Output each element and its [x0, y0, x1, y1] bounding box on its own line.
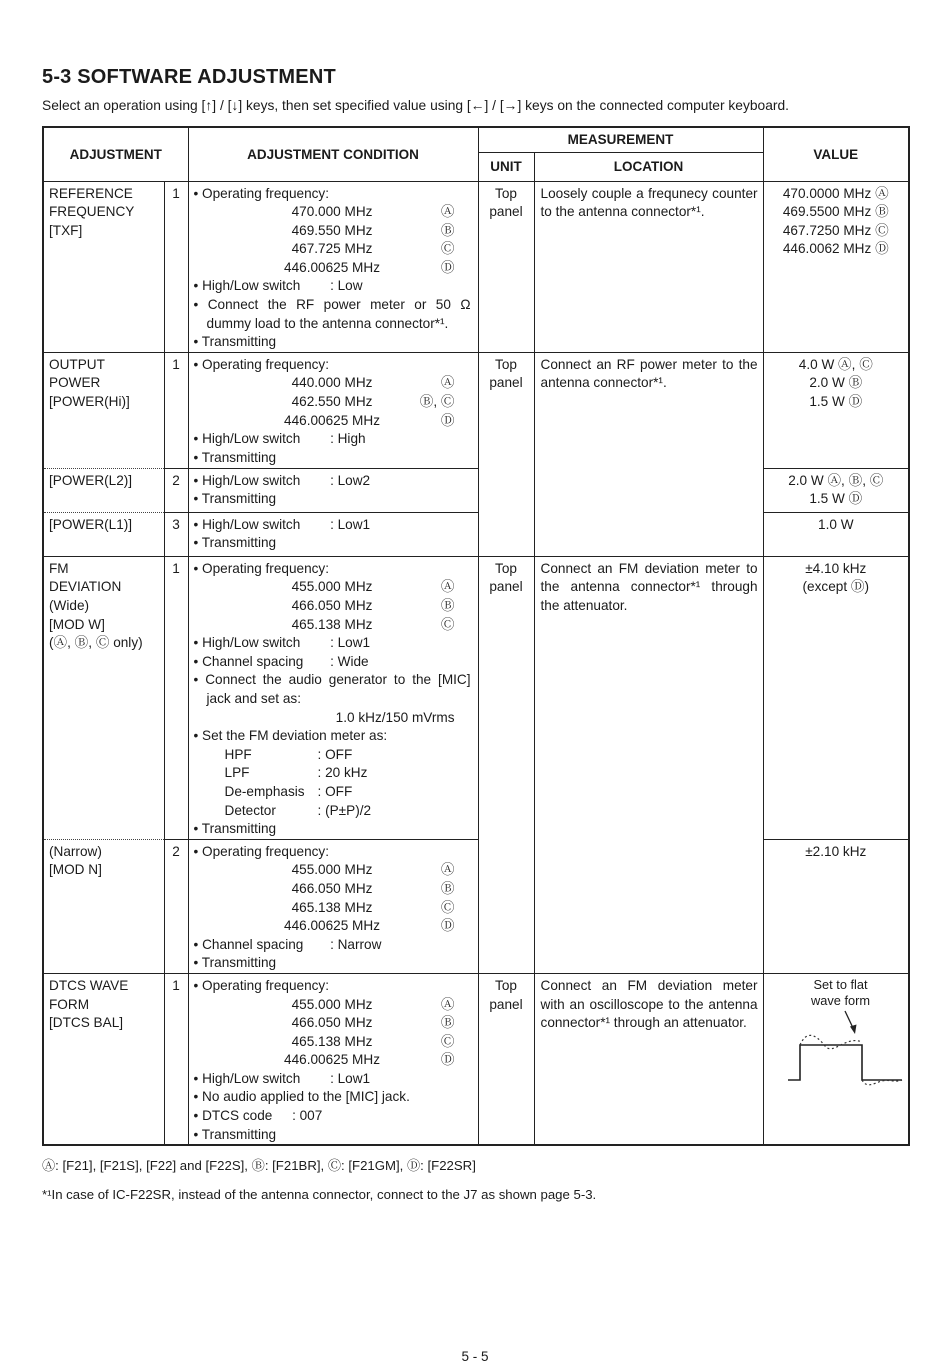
- setting-label: High/Low switch: [202, 278, 301, 294]
- adjustment-line: [MOD N]: [49, 862, 102, 878]
- unit-line: Top: [495, 560, 517, 576]
- value-line: 446.0062 MHz Ⓓ: [782, 241, 889, 257]
- page-number: 5 - 5: [461, 1349, 489, 1364]
- setting-label: DTCS code: [202, 1108, 273, 1124]
- frequency-line: [194, 393, 471, 412]
- unit-line: Top: [495, 977, 517, 993]
- adjustment-cell: [43, 352, 164, 468]
- model-tag: Ⓓ: [440, 1052, 455, 1068]
- condition-cell: [188, 512, 478, 556]
- frequency-value: 466.050 MHz: [291, 598, 373, 614]
- adjustment-cell: [43, 839, 164, 973]
- value-cell: [763, 556, 909, 839]
- frequency-line: [194, 1033, 471, 1052]
- adjustment-line: [POWER(L1)]: [49, 516, 133, 532]
- frequency-value: 446.00625 MHz: [284, 412, 380, 428]
- frequency-value: 466.050 MHz: [291, 880, 373, 896]
- condition-bullet-line: • Operating frequency:: [193, 560, 330, 576]
- frequency-line: [194, 412, 471, 431]
- header-location: LOCATION: [534, 152, 763, 181]
- adjustment-cell: [43, 468, 164, 512]
- frequency-line: [194, 861, 471, 880]
- adjustment-line: DTCS WAVE: [49, 977, 129, 993]
- page-title: 5-3 SOFTWARE ADJUSTMENT: [42, 66, 336, 88]
- adjustment-line: POWER: [49, 375, 101, 391]
- model-tag: Ⓑ: [440, 880, 455, 896]
- adjustment-table: [42, 126, 910, 1146]
- frequency-line: [194, 374, 471, 393]
- frequency-line: [194, 1051, 471, 1070]
- condition-bullet-line: • Transmitting: [193, 334, 277, 350]
- value-cell: [763, 468, 909, 512]
- frequency-value: 440.000 MHz: [291, 375, 373, 391]
- step-number-cell: 2: [164, 468, 188, 512]
- condition-bullet-line: • Operating frequency:: [193, 977, 330, 993]
- adjustment-line: OUTPUT: [49, 356, 105, 372]
- model-tag: Ⓐ: [440, 996, 455, 1012]
- condition-bullet-line: • Transmitting: [193, 491, 277, 507]
- value-cell: [763, 352, 909, 468]
- adjustment-line: [MOD W]: [49, 616, 105, 632]
- frequency-value: 455.000 MHz: [291, 862, 373, 878]
- frequency-line: [194, 899, 471, 918]
- table-row: [43, 468, 909, 512]
- model-tag: Ⓐ: [440, 204, 455, 220]
- waveform-diagram: [784, 1009, 906, 1095]
- value-line: 467.7250 MHz Ⓒ: [782, 222, 889, 238]
- value-line: 4.0 W Ⓐ, Ⓒ: [798, 356, 873, 372]
- adjustment-line: FREQUENCY: [49, 204, 135, 220]
- setting-label: De-emphasis: [224, 783, 305, 799]
- value-cell: [763, 973, 909, 1145]
- value-line: ±2.10 kHz: [805, 843, 867, 859]
- step-number-cell: 3: [164, 512, 188, 556]
- condition-setting-line: • High/Low switch : Low1: [194, 1070, 471, 1089]
- frequency-value: 455.000 MHz: [291, 579, 373, 595]
- adjustment-cell: [43, 973, 164, 1145]
- model-tag: Ⓓ: [440, 918, 455, 934]
- frequency-value: 465.138 MHz: [291, 899, 373, 915]
- value-line: 470.0000 MHz Ⓐ: [782, 185, 889, 201]
- model-tag: Ⓑ: [440, 222, 455, 238]
- location-cell: Loosely couple a frequnecy counter to the antenna connector*¹.: [534, 181, 763, 352]
- setting-label: Channel spacing: [202, 936, 304, 952]
- header-unit: UNIT: [478, 152, 534, 181]
- setting-label: High/Low switch: [202, 472, 301, 488]
- value-line: (except Ⓓ): [802, 579, 870, 595]
- model-tag: Ⓒ: [440, 899, 455, 915]
- model-legend-note: Ⓐ: [F21], [F21S], [F22] and [F22S], Ⓑ: [F21BR], Ⓒ: [F21GM], Ⓓ: [F22SR]: [42, 1158, 476, 1174]
- frequency-line: [194, 203, 471, 222]
- unit-line: panel: [489, 579, 523, 595]
- frequency-value: 446.00625 MHz: [284, 259, 380, 275]
- condition-bullet-line: • Transmitting: [193, 821, 277, 837]
- adjustment-cell: [43, 512, 164, 556]
- frequency-line: [194, 222, 471, 241]
- table-row: [43, 181, 909, 352]
- condition-cell: [188, 556, 478, 839]
- adjustment-line: REFERENCE: [49, 185, 133, 201]
- intro-text: Select an operation using [↑] / [↓] keys, then set specified value using [←] / [→] keys on the connected computer keyboard.: [42, 98, 789, 113]
- frequency-line: [194, 259, 471, 278]
- frequency-line: [194, 616, 471, 635]
- condition-setting-line: • DTCS code : 007: [194, 1107, 471, 1126]
- adjustment-cell: [43, 181, 164, 352]
- step-number-cell: 1: [164, 556, 188, 839]
- frequency-line: [194, 597, 471, 616]
- adjustment-line: [TXF]: [49, 222, 83, 238]
- unit-line: panel: [489, 375, 523, 391]
- model-tag: Ⓓ: [440, 259, 455, 275]
- step-number-cell: 1: [164, 181, 188, 352]
- model-tag: Ⓑ: [440, 1015, 455, 1031]
- condition-bullet-line: • No audio applied to the [MIC] jack.: [193, 1089, 410, 1105]
- model-tag: Ⓐ: [440, 375, 455, 391]
- adjustment-line: DEVIATION: [49, 579, 122, 595]
- condition-bullet-line: • Transmitting: [193, 955, 277, 971]
- setting-label: High/Low switch: [202, 431, 301, 447]
- table-row: [43, 512, 909, 556]
- condition-bullet-line: • Operating frequency:: [193, 185, 330, 201]
- adjustment-line: FORM: [49, 996, 90, 1012]
- unit-line: Top: [495, 356, 517, 372]
- frequency-value: 467.725 MHz: [291, 241, 373, 257]
- frequency-value: 465.138 MHz: [291, 1033, 373, 1049]
- model-tag: Ⓓ: [440, 412, 455, 428]
- header-measurement: MEASUREMENT: [478, 127, 763, 152]
- condition-bullet-line: • Transmitting: [193, 1126, 277, 1142]
- value-cell: [763, 839, 909, 973]
- adjustment-line: [POWER(Hi)]: [49, 394, 130, 410]
- condition-cell: [188, 839, 478, 973]
- frequency-line: [194, 880, 471, 899]
- value-line: 2.0 W Ⓑ: [809, 375, 863, 391]
- condition-setting-line: • High/Low switch : Low1: [194, 516, 471, 535]
- unit-line: Top: [495, 185, 517, 201]
- frequency-line: [194, 578, 471, 597]
- setting-label: LPF: [224, 765, 250, 781]
- adjustment-line: FM: [49, 560, 69, 576]
- frequency-line: [194, 1014, 471, 1033]
- value-line: 1.5 W Ⓓ: [809, 491, 863, 507]
- setting-label: HPF: [224, 746, 252, 762]
- condition-setting-line: • Channel spacing : Wide: [194, 653, 471, 672]
- frequency-line: [194, 917, 471, 936]
- condition-bullet-line: • Connect the audio generator to the [MIC] jack and set as:: [193, 672, 471, 706]
- frequency-value: 469.550 MHz: [291, 222, 373, 238]
- value-line: 2.0 W Ⓐ, Ⓑ, Ⓒ: [788, 472, 884, 488]
- adjustment-line: [POWER(L2)]: [49, 472, 133, 488]
- adjustment-cell: [43, 556, 164, 839]
- header-adjustment: ADJUSTMENT: [43, 127, 188, 181]
- table-row: [43, 352, 909, 468]
- header-adjustment-condition: ADJUSTMENT CONDITION: [188, 127, 478, 181]
- meter-setting-line: LPF : 20 kHz: [194, 764, 471, 783]
- unit-cell: [478, 181, 534, 352]
- setting-label: High/Low switch: [202, 635, 301, 651]
- table-row: [43, 973, 909, 1145]
- frequency-value: 455.000 MHz: [291, 996, 373, 1012]
- meter-setting-line: HPF : OFF: [194, 746, 471, 765]
- condition-cell: [188, 352, 478, 468]
- condition-bullet-line: • Transmitting: [193, 535, 277, 551]
- step-number-cell: 1: [164, 352, 188, 468]
- unit-line: panel: [489, 204, 523, 220]
- header-value: VALUE: [763, 127, 909, 181]
- model-tag: Ⓐ: [440, 579, 455, 595]
- value-line: ±4.10 kHz: [805, 560, 867, 576]
- value-cell: [763, 181, 909, 352]
- frequency-value: 465.138 MHz: [291, 616, 373, 632]
- value-cell: [763, 512, 909, 556]
- value-line: 1.0 W: [818, 516, 854, 532]
- condition-setting-line: • High/Low switch : Low: [194, 277, 471, 296]
- model-tag: Ⓒ: [440, 616, 455, 632]
- unit-cell: [478, 973, 534, 1145]
- waveform-caption: Set to flat wave form: [811, 976, 871, 1008]
- condition-bullet-line: • Operating frequency:: [193, 356, 330, 372]
- adjustment-line: (Wide): [49, 598, 90, 614]
- frequency-line: [194, 996, 471, 1015]
- condition-cell: [188, 973, 478, 1145]
- frequency-value: 446.00625 MHz: [284, 1052, 380, 1068]
- condition-cell: [188, 181, 478, 352]
- unit-cell: [478, 352, 534, 556]
- unit-line: panel: [489, 996, 523, 1012]
- condition-setting-line: • High/Low switch : Low2: [194, 472, 471, 491]
- model-tag: Ⓑ: [440, 598, 455, 614]
- condition-detail-line: 1.0 kHz/150 mVrms: [335, 709, 455, 725]
- frequency-value: 470.000 MHz: [291, 204, 373, 220]
- adjustment-line: [DTCS BAL]: [49, 1015, 124, 1031]
- location-cell: Connect an FM deviation meter with an oscilloscope to the antenna connector*¹ through an attenuator.: [534, 973, 763, 1145]
- model-tag: Ⓒ: [440, 1033, 455, 1049]
- value-line: 469.5500 MHz Ⓑ: [782, 204, 889, 220]
- value-line: 1.5 W Ⓓ: [809, 394, 863, 410]
- setting-label: High/Low switch: [202, 516, 301, 532]
- table-row: [43, 556, 909, 839]
- table-row: [43, 839, 909, 973]
- adjustment-line: (Ⓐ, Ⓑ, Ⓒ only): [49, 635, 143, 651]
- frequency-value: 466.050 MHz: [291, 1015, 373, 1031]
- step-number-cell: 1: [164, 973, 188, 1145]
- condition-setting-line: • High/Low switch : Low1: [194, 634, 471, 653]
- frequency-value: 462.550 MHz: [291, 394, 373, 410]
- footnote: *¹In case of IC-F22SR, instead of the antenna connector, connect to the J7 as shown page 5-3.: [42, 1187, 597, 1203]
- condition-bullet-line: • Operating frequency:: [193, 843, 330, 859]
- location-cell: Connect an RF power meter to the antenna connector*¹.: [534, 352, 763, 556]
- model-tag: Ⓐ: [440, 862, 455, 878]
- setting-label: Detector: [224, 802, 276, 818]
- condition-bullet-line: • Transmitting: [193, 449, 277, 465]
- frequency-value: 446.00625 MHz: [284, 918, 380, 934]
- step-number-cell: 2: [164, 839, 188, 973]
- location-cell: Connect an FM deviation meter to the antenna connector*¹ through the attenuator.: [534, 556, 763, 973]
- meter-setting-line: De-emphasis : OFF: [194, 783, 471, 802]
- model-tag: Ⓑ, Ⓒ: [419, 394, 455, 410]
- setting-label: Channel spacing: [202, 653, 304, 669]
- condition-cell: [188, 468, 478, 512]
- frequency-line: [194, 240, 471, 259]
- condition-setting-line: • Channel spacing : Narrow: [194, 936, 471, 955]
- condition-setting-line: • High/Low switch : High: [194, 430, 471, 449]
- unit-cell: [478, 556, 534, 973]
- condition-bullet-line: • Set the FM deviation meter as:: [193, 728, 388, 744]
- model-tag: Ⓒ: [440, 241, 455, 257]
- condition-bullet-line: • Connect the RF power meter or 50 Ω dummy load to the antenna connector*¹.: [193, 297, 471, 331]
- setting-label: High/Low switch: [202, 1070, 301, 1086]
- adjustment-line: (Narrow): [49, 843, 102, 859]
- meter-setting-line: Detector : (P±P)/2: [194, 802, 471, 821]
